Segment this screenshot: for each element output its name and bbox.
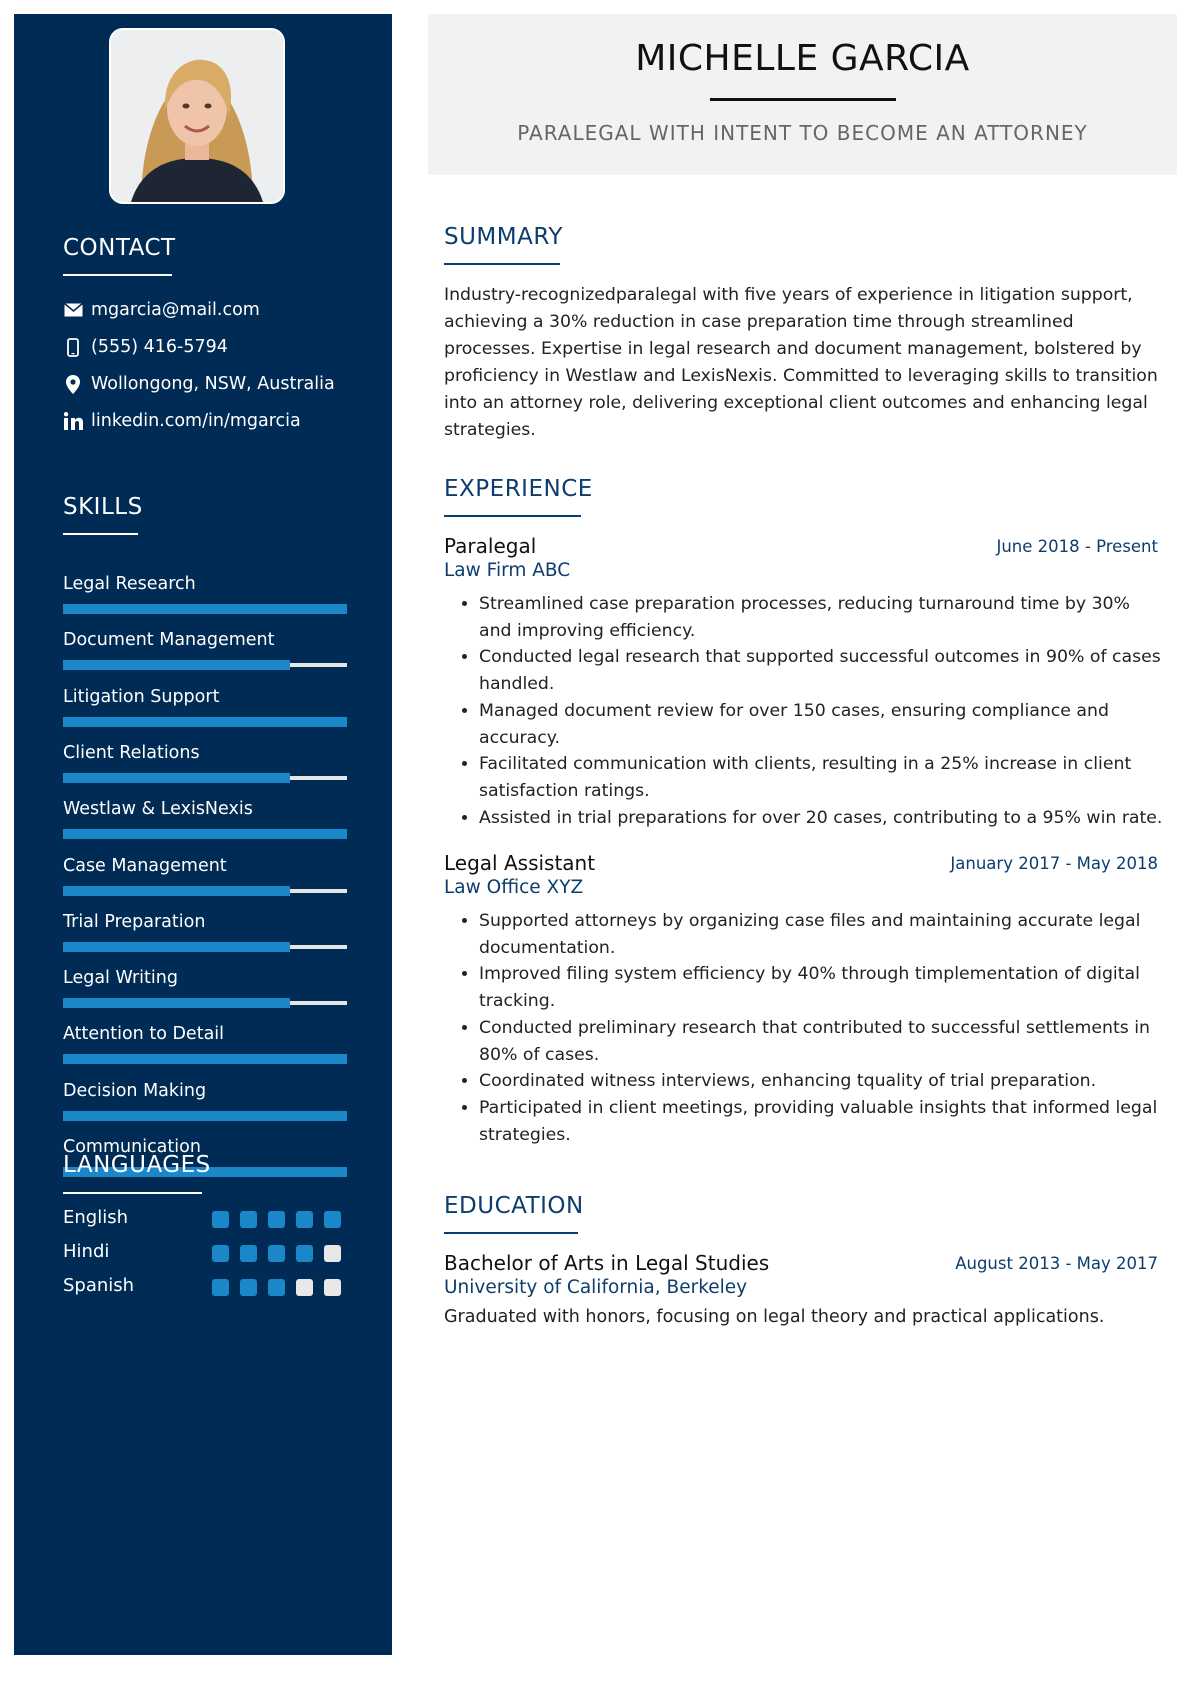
skill-bar [63,663,347,667]
rating-dot-filled [324,1211,341,1228]
job-bullet-item: • Participated in client meetings, providing valuable insights that informed legal strategies. [479,1095,1164,1148]
skill-bar [63,776,347,780]
rating-dot-empty [324,1245,341,1262]
linkedin-icon [63,411,83,431]
skill-bar-fill [63,998,290,1008]
skill-label: Legal Writing [63,968,178,988]
skill-bar [63,1114,347,1118]
contact-phone-text: (555) 416-5794 [91,337,228,357]
rating-dot-filled [212,1279,229,1296]
skill-bar-fill [63,604,347,614]
job-bullet-item: • Coordinated witness interviews, enhancing tquality of trial preparation. [479,1068,1164,1095]
skill-bar-fill [63,717,347,727]
education-degree: Bachelor of Arts in Legal Studies [444,1251,770,1275]
skill-bar [63,1057,347,1061]
skill-label: Decision Making [63,1081,207,1101]
job-title: Legal Assistant [444,851,596,875]
rating-dot-filled [296,1211,313,1228]
contact-location-text: Wollongong, NSW, Australia [91,374,335,394]
skill-bar [63,607,347,611]
skill-bar [63,945,347,949]
job-bullet-item: • Improved filing system efficiency by 40% through timplementation of digital tracking. [479,961,1164,1014]
skills-heading: SKILLS [63,494,143,520]
skill-bar-fill [63,1111,347,1121]
contact-heading-rule [63,274,172,276]
education-school: University of California, Berkeley [444,1277,748,1298]
education-date: August 2013 - May 2017 [955,1254,1158,1273]
skill-label: Litigation Support [63,687,220,707]
language-label: Spanish [63,1275,135,1296]
education-heading: EDUCATION [444,1193,584,1219]
job-bullet-item: • Streamlined case preparation processes, reducing turnaround time by 30% and improving efficiency. [479,591,1164,644]
skill-bar-fill [63,886,290,896]
job-bullets [444,908,1164,1148]
skill-label: Legal Research [63,574,196,594]
rating-dot-filled [268,1279,285,1296]
job-organization: Law Office XYZ [444,877,584,898]
experience-heading-rule [444,515,581,517]
header [428,14,1177,175]
skill-bar [63,1001,347,1005]
contact-phone[interactable] [63,334,228,360]
job-bullets [444,591,1164,831]
education-description: Graduated with honors, focusing on legal theory and practical applications. [444,1307,1105,1327]
rating-dot-empty [296,1279,313,1296]
job-bullet-item: • Assisted in trial preparations for over 20 cases, contributing to a 95% win rate. [479,805,1164,832]
summary-heading-rule [444,263,560,265]
profile-photo [109,28,285,204]
skill-label: Case Management [63,856,227,876]
skill-bar-fill [63,942,290,952]
skill-bar [63,889,347,893]
job-date: January 2017 - May 2018 [950,854,1158,873]
rating-dot-filled [212,1211,229,1228]
job-title: Paralegal [444,534,537,558]
languages-heading-rule [63,1192,202,1194]
skill-label: Communication [63,1137,201,1157]
skill-bar-fill [63,773,290,783]
job-bullet-item: • Conducted legal research that supported successful outcomes in 90% of cases handled. [479,644,1164,697]
skill-label: Document Management [63,630,275,650]
languages-heading: LANGUAGES [63,1152,211,1178]
contact-location [63,371,335,397]
summary-text: Industry-recognizedparalegal with five years of experience in litigation support, achieving a 30% reduction in case preparation time through streamlined processes. Expertise in legal research and document management, bolstered by proficiency in Westlaw and LexisNexis. Committed to leveraging skills to transition into an attorney role, delivering exceptional client outcomes and enhancing legal strategies. [444,285,1158,440]
contact-linkedin[interactable] [63,408,301,434]
profile-photo-image [111,30,283,202]
contact-linkedin-text: linkedin.com/in/mgarcia [91,411,301,431]
skill-bar-fill [63,829,347,839]
language-rating [212,1279,341,1296]
job-bullet-item: • Conducted preliminary research that contributed to successful settlements in 80% of cases. [479,1015,1164,1068]
skill-bar-fill [63,660,290,670]
job-bullet-item: • Supported attorneys by organizing case files and maintaining accurate legal documentation. [479,908,1164,961]
rating-dot-filled [240,1279,257,1296]
skill-label: Trial Preparation [63,912,206,932]
rating-dot-filled [296,1245,313,1262]
skill-label: Client Relations [63,743,200,763]
language-rating [212,1245,341,1262]
experience-heading: EXPERIENCE [444,476,593,502]
job-organization: Law Firm ABC [444,560,571,581]
rating-dot-filled [212,1245,229,1262]
skill-bar-fill [63,1054,347,1064]
contact-email-text: mgarcia@mail.com [91,300,260,320]
education-heading-rule [444,1232,578,1234]
rating-dot-filled [240,1211,257,1228]
skill-bar [63,832,347,836]
candidate-name: MICHELLE GARCIA [635,38,970,79]
sidebar [14,14,392,1655]
envelope-icon [63,300,83,320]
summary-heading: SUMMARY [444,224,563,250]
location-pin-icon [63,374,83,394]
language-label: English [63,1207,128,1228]
candidate-subtitle: PARALEGAL WITH INTENT TO BECOME AN ATTORNEY [517,121,1088,145]
rating-dot-empty [324,1279,341,1296]
language-label: Hindi [63,1241,110,1262]
phone-icon [63,337,83,357]
rating-dot-filled [268,1211,285,1228]
name-underline [710,98,896,101]
skill-label: Attention to Detail [63,1024,225,1044]
skill-label: Westlaw & LexisNexis [63,799,253,819]
skill-bar [63,720,347,724]
job-date: June 2018 - Present [996,537,1158,556]
skills-heading-rule [63,533,138,535]
rating-dot-filled [240,1245,257,1262]
contact-heading: CONTACT [63,235,176,261]
job-bullet-item: • Managed document review for over 150 cases, ensuring compliance and accuracy. [479,698,1164,751]
job-bullet-item: • Facilitated communication with clients, resulting in a 25% increase in client satisfaction ratings. [479,751,1164,804]
language-rating [212,1211,341,1228]
rating-dot-filled [268,1245,285,1262]
contact-email[interactable] [63,297,260,323]
